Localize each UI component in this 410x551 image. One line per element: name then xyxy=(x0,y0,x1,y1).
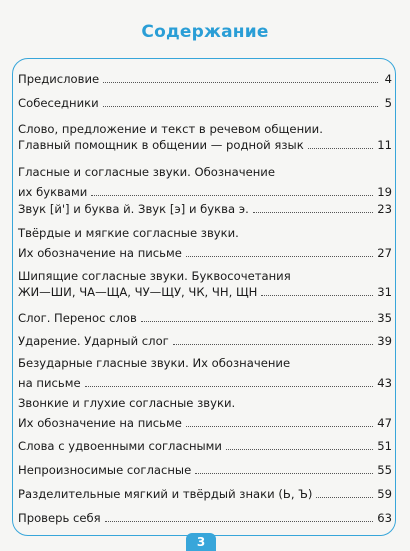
toc-entry[interactable] xyxy=(18,226,392,261)
toc-entry-title: Ударение. Ударный слог xyxy=(18,334,169,348)
dot-leader xyxy=(85,386,374,387)
dot-leader xyxy=(261,295,373,296)
toc-entry[interactable] xyxy=(18,511,392,526)
toc-entry-page: 11 xyxy=(377,138,392,152)
toc-entry[interactable] xyxy=(18,439,392,454)
dot-leader xyxy=(186,426,373,427)
toc-entry-title: Главный помощник в общении — родной язык xyxy=(18,138,304,152)
toc-entry[interactable] xyxy=(18,463,392,478)
dot-leader xyxy=(141,321,373,322)
dot-leader xyxy=(308,148,374,149)
dot-leader xyxy=(195,473,373,474)
dot-leader xyxy=(316,497,373,498)
toc-entry-title: ЖИ—ШИ, ЧА—ЩА, ЧУ—ЩУ, ЧК, ЧН, ЩН xyxy=(18,285,258,299)
toc-entry[interactable] xyxy=(18,311,392,326)
toc-entry-page: 35 xyxy=(377,311,392,325)
toc-entry-page: 31 xyxy=(377,285,392,299)
toc-entry-title: Слова с удвоенными согласными xyxy=(18,439,222,453)
toc-entry[interactable] xyxy=(18,269,392,300)
page-number: 3 xyxy=(186,533,216,551)
toc-entry[interactable] xyxy=(18,356,392,391)
toc-entry-title: Слог. Перенос слов xyxy=(18,311,137,325)
toc-entry-page: 23 xyxy=(377,202,392,216)
toc-entry[interactable] xyxy=(18,96,392,111)
toc-entry-title: на письме xyxy=(18,376,81,390)
toc-entry-title: Слово, предложение и текст в речевом общении. xyxy=(18,122,323,136)
toc-entry-page: 39 xyxy=(377,334,392,348)
toc-entry-page: 43 xyxy=(377,376,392,390)
toc-entry-page: 19 xyxy=(377,185,392,199)
dot-leader xyxy=(186,256,373,257)
toc-entry[interactable] xyxy=(18,165,392,200)
dot-leader xyxy=(253,212,373,213)
dot-leader xyxy=(226,449,373,450)
toc-entry-title: Предисловие xyxy=(18,72,100,86)
toc-entry-title: Непроизносимые согласные xyxy=(18,463,192,477)
toc-entry-title: Твёрдые и мягкие согласные звуки. xyxy=(18,226,239,240)
dot-leader xyxy=(91,195,373,196)
dot-leader xyxy=(103,106,378,107)
toc-entry[interactable] xyxy=(18,396,392,431)
toc-entry[interactable] xyxy=(18,202,392,217)
toc-entry[interactable] xyxy=(18,122,392,153)
toc-entry-title: Собеседники xyxy=(18,96,99,110)
toc-entry-page: 59 xyxy=(377,487,392,501)
dot-leader xyxy=(173,344,373,345)
toc-entry-page: 51 xyxy=(377,439,392,453)
toc-entry-title: Шипящие согласные звуки. Буквосочетания xyxy=(18,269,291,283)
toc-entry-title: Их обозначение на письме xyxy=(18,416,182,430)
toc-entry-title: Разделительные мягкий и твёрдый знаки (Ь, Ъ) xyxy=(18,487,313,501)
toc-entry-title: Их обозначение на письме xyxy=(18,246,182,260)
toc-entry[interactable] xyxy=(18,334,392,349)
toc-entry-page: 27 xyxy=(377,246,392,260)
toc-entry-page: 63 xyxy=(377,511,392,525)
toc-entry-page: 4 xyxy=(384,72,392,86)
toc-entry-title: их буквами xyxy=(18,185,88,199)
toc-entry-page: 55 xyxy=(377,463,392,477)
dot-leader xyxy=(103,82,378,83)
toc-entry-title: Звук [й'] и буква й. Звук [э] и буква э. xyxy=(18,202,249,216)
toc-entry[interactable] xyxy=(18,72,392,87)
toc-entry-title: Гласные и согласные звуки. Обозначение xyxy=(18,165,275,179)
toc-entry-page: 47 xyxy=(377,416,392,430)
page-title: Содержание xyxy=(141,22,269,42)
toc-entry-title: Звонкие и глухие согласные звуки. xyxy=(18,396,236,410)
toc-entry-title: Проверь себя xyxy=(18,511,101,525)
toc-entry-page: 5 xyxy=(384,96,392,110)
dot-leader xyxy=(105,521,374,522)
toc-entry-title: Безударные гласные звуки. Их обозначение xyxy=(18,356,291,370)
toc-entry[interactable] xyxy=(18,487,392,502)
